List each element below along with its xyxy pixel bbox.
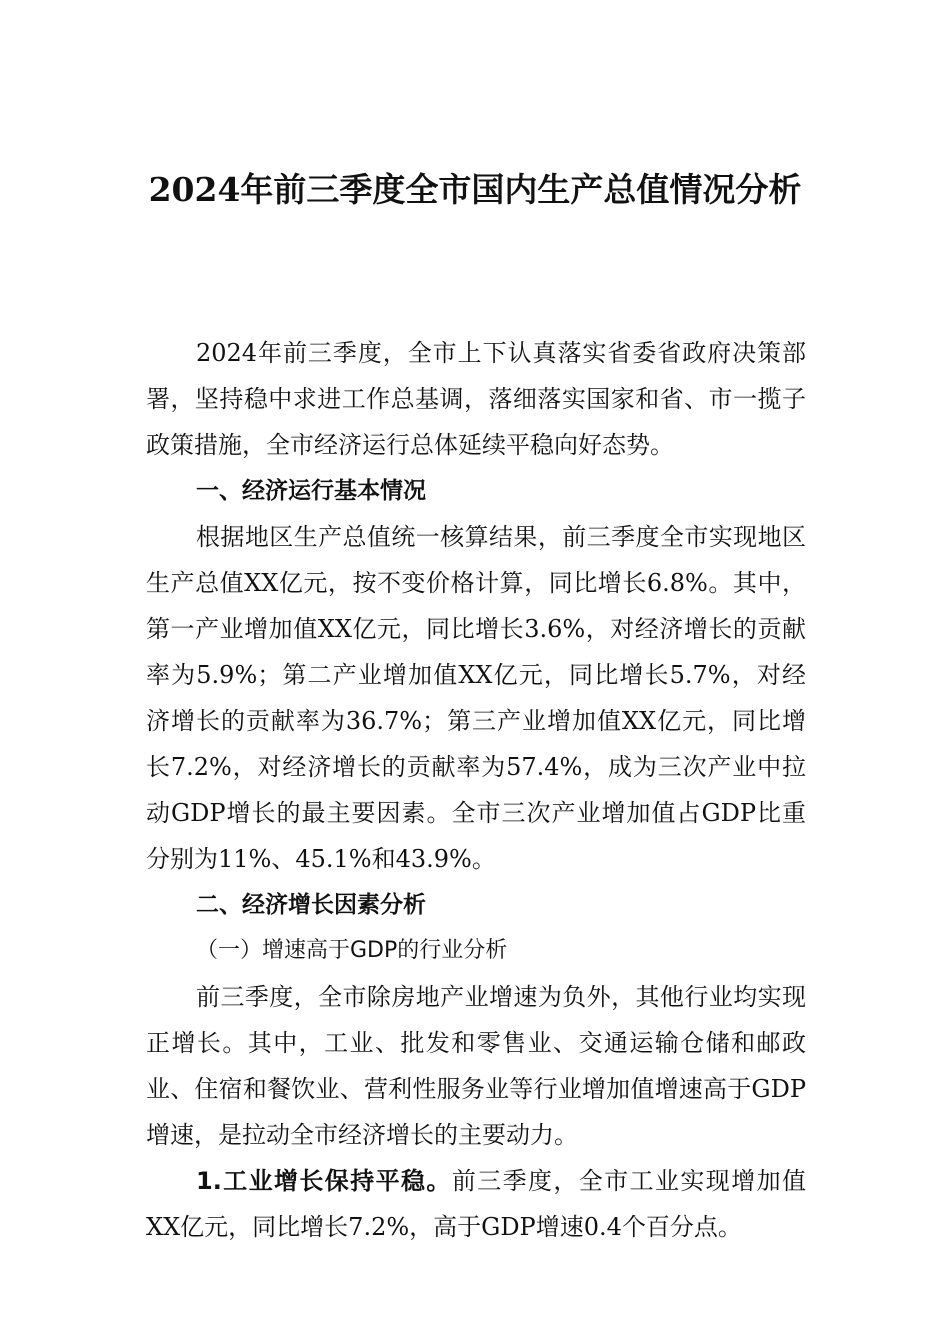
intro-paragraph: 2024年前三季度，全市上下认真落实省委省政府决策部署，坚持稳中求进工作总基调，落细落实国家和省、市一揽子政策措施，全市经济运行总体延续平稳向好态势。 <box>146 339 806 459</box>
subsection-heading-high-growth-industries: （一）增速高于GDP的行业分析 <box>196 938 508 963</box>
section-heading-growth-factors: 二、经济增长因素分析 <box>196 892 426 918</box>
document-title: 2024年前三季度全市国内生产总值情况分析 <box>148 170 802 209</box>
section-basic-situation-paragraph: 根据地区生产总值统一核算结果，前三季度全市实现地区生产总值XX亿元，按不变价格计算，同比增长6.8%。其中，第一产业增加值XX亿元，同比增长3.6%，对经济增长的贡献率为5.9%；第二产业增加值XX亿元，同比增长5.7%，对经济增长的贡献率为36.7%；第三产业增加值XX亿元，同比增长7.2%，对经济增长的贡献率为57.4%，成为三次产业中拉动GDP增长的最主要因素。全市三次产业增加值占GDP比重分别为11%、45.1%和43.9%。 <box>146 523 806 873</box>
industry-growth-paragraph <box>146 1158 806 1250</box>
section-heading-basic-situation: 一、经济运行基本情况 <box>196 478 426 504</box>
industry-growth-lead: 1.工业增长保持平稳。 <box>196 1167 452 1195</box>
industry-growth-text: 前三季度，全市工业实现增加值XX亿元，同比增长7.2%，高于GDP增速0.4个百分点。 <box>146 1167 806 1241</box>
subsection-high-growth-industries-paragraph: 前三季度，全市除房地产业增速为负外，其他行业均实现正增长。其中，工业、批发和零售业、交通运输仓储和邮政业、住宿和餐饮业、营利性服务业等行业增加值增速高于GDP增速，是拉动全市经济增长的主要动力。 <box>146 983 806 1149</box>
document-body <box>146 330 806 1250</box>
